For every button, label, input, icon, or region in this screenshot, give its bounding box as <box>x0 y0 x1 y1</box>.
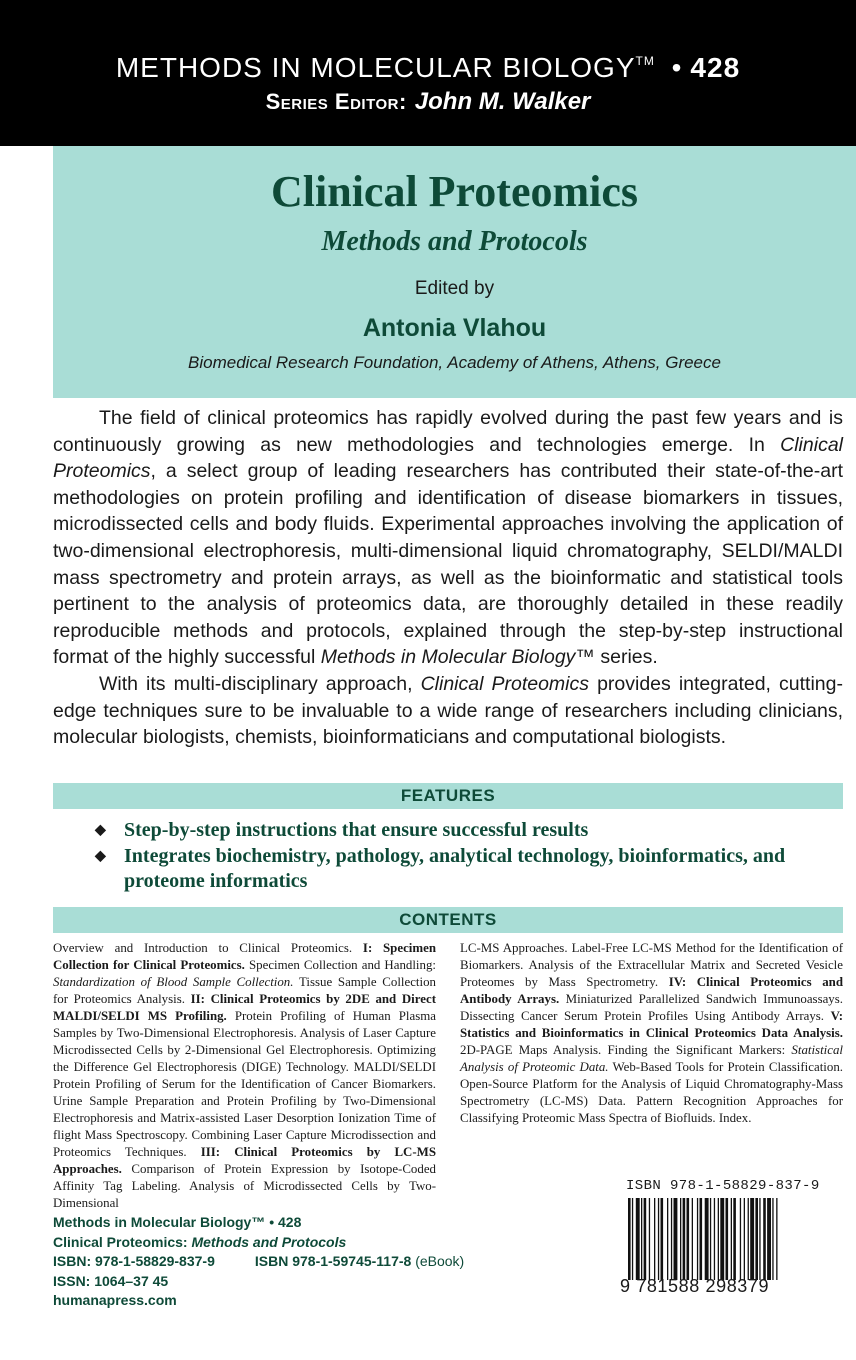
barcode-digits: 9 781588 298379 <box>620 1276 770 1296</box>
contents-text: Comparison of Protein Expression by Isotope-Coded Affinity Tag Labeling. Analysis of Microdissected Cells by Two-Dimensional <box>53 1162 436 1210</box>
footer-website: humanapress.com <box>53 1292 177 1308</box>
barcode-bar <box>718 1198 719 1280</box>
title-panel <box>53 146 856 398</box>
barcode-bar <box>687 1198 690 1280</box>
barcode-bar <box>658 1198 659 1280</box>
contents-part-heading: II: Clinical Proteomics by 2DE and Direct MALDI/SELDI MS Profiling. <box>53 992 436 1023</box>
contents-part-heading: I: Specimen Collection for Clinical Proteomics. <box>53 941 437 972</box>
barcode-bar <box>726 1198 729 1280</box>
text-run: provides integrated, cutting-edge techniques sure to be invaluable to a wide range of researchers including clinicians, molecular biologists, chemists, bioinformaticians and computational biologists. <box>53 672 843 749</box>
feature-item <box>95 818 815 843</box>
barcode-bar <box>744 1198 745 1280</box>
footer-title <box>53 1233 464 1253</box>
barcode-bar <box>671 1198 672 1280</box>
publication-info <box>53 1213 464 1311</box>
feature-text: Step-by-step instructions that ensure successful results <box>124 819 589 841</box>
barcode-bar <box>710 1198 711 1280</box>
contents-part-heading: IV: Clinical Proteomics and Antibody Arrays. <box>460 975 843 1006</box>
series-editor-name: John M. Walker <box>414 88 591 115</box>
barcode-bar <box>632 1198 633 1280</box>
barcode-bar <box>759 1198 760 1280</box>
barcode-bar <box>720 1198 724 1280</box>
series-editor-label: Series Editor: <box>265 89 407 114</box>
footer-issn: ISSN: 1064–37 45 <box>53 1272 169 1289</box>
feature-item <box>95 844 815 894</box>
series-name: METHODS IN MOLECULAR BIOLOGY <box>115 52 636 83</box>
barcode-isbn-text: ISBN 978-1-58829-837-9 <box>626 1178 820 1194</box>
barcode-bar <box>772 1198 773 1280</box>
barcode-bar <box>667 1198 668 1280</box>
book-title-reference: Clinical Proteomics <box>420 672 590 695</box>
isbn-print: ISBN: 978-1-58829-837-9 <box>53 1253 215 1269</box>
contents-part-heading: V: Statistics and Bioinformatics in Clinical Proteomics Data Analysis. <box>460 1009 843 1040</box>
contents-part-heading: III: Clinical Proteomics by LC-MS Approaches. <box>53 1145 436 1176</box>
barcode-bar <box>767 1198 771 1280</box>
footer-title-italic: Methods and Protocols <box>191 1233 347 1250</box>
barcode-bar <box>692 1198 693 1280</box>
diamond-bullet-icon: ◆ <box>95 849 106 864</box>
text-run: series. <box>594 646 658 669</box>
contents-column-right <box>460 940 843 1127</box>
barcode-bar <box>661 1198 664 1280</box>
footer-isbn-line <box>53 1252 464 1272</box>
barcode-bar <box>731 1198 732 1280</box>
features-heading: FEATURES <box>53 783 843 809</box>
text-run: With its multi-disciplinary approach, <box>99 672 421 695</box>
diamond-bullet-icon: ◆ <box>95 823 106 838</box>
contents-text: Web-Based Tools for Protein Classification. Open-Source Platform for the Analysis of Liquid Chromatography-Mass Spectrometry (LC-MS) Data. Pattern Recognition Approaches for Classifying Proteomic Mass Spectra of Biofluids. Index. <box>460 1060 843 1125</box>
description-paragraph-2 <box>53 671 843 751</box>
barcode-bar <box>750 1198 754 1280</box>
description-paragraph-1 <box>53 405 843 671</box>
barcode-bar <box>628 1198 631 1280</box>
ebook-label: (eBook) <box>415 1253 465 1269</box>
barcode-bar <box>674 1198 678 1280</box>
series-banner <box>0 0 856 146</box>
barcode-bar <box>763 1198 766 1280</box>
footer-series: Methods in Molecular Biology™ • 428 <box>53 1214 302 1230</box>
feature-text: Integrates biochemistry, pathology, analytical technology, bioinformatics, and proteome informatics <box>124 845 786 892</box>
contents-text: Overview and Introduction to Clinical Proteomics. <box>53 941 363 955</box>
isbn-barcode <box>620 1178 843 1304</box>
contents-text: Protein Profiling of Human Plasma Samples by Two-Dimensional Electrophoresis. Analysis of Laser Capture Microdissected Cells by 2-Dimensional Gel Electrophoresis. Optimizing the Difference Gel Electrophoresis (DIGE) Technology. MALDI/SELDI Protein Profiling of Serum for the Identification of Cancer Biomarkers. Urine Sample Preparation and Protein Profiling by Two-Dimensional Electrophoresis and Matrix-assisted Laser Desorption Ionization Time of flight Mass Spectroscopy. Combining Laser Capture Microdissection and Proteomics Techniques. <box>53 1009 436 1159</box>
barcode-bar <box>697 1198 698 1280</box>
footer-title-prefix: Clinical Proteomics: <box>53 1233 192 1250</box>
volume-editor-name: Antonia Vlahou <box>362 314 547 342</box>
contents-heading: CONTENTS <box>53 907 843 933</box>
series-bullet: • <box>671 52 683 83</box>
contents-column-left <box>53 940 436 1212</box>
description-text <box>53 405 843 751</box>
contents-text: Statistical Analysis of Proteomic Data. <box>460 1043 843 1074</box>
barcode-bar <box>748 1198 749 1280</box>
contents-text: Standardization of Blood Sample Collection. <box>53 975 294 989</box>
barcode-bars <box>626 1198 838 1280</box>
barcode-bar <box>700 1198 703 1280</box>
series-reference: Methods in Molecular Biology™ <box>320 646 595 669</box>
barcode-bar <box>705 1198 709 1280</box>
edited-by-label: Edited by <box>414 278 495 299</box>
editor-affiliation: Biomedical Research Foundation, Academy of Athens, Athens, Greece <box>188 353 721 372</box>
barcode-bar <box>740 1198 741 1280</box>
contents-text: Tissue Sample Collection for Proteomics Analysis. <box>53 975 436 1006</box>
book-title: Clinical Proteomics <box>271 167 638 216</box>
book-title-reference: Clinical Proteomics <box>53 433 843 483</box>
contents-text: 2D-PAGE Maps Analysis. Finding the Significant Markers: <box>460 1043 792 1057</box>
barcode-bar <box>680 1198 681 1280</box>
series-title-line <box>0 52 856 84</box>
text-run: The field of clinical proteomics has rapidly evolved during the past few years and is continuously growing as new methodologies and technologies emerge. In <box>53 407 843 456</box>
barcode-bar <box>636 1198 640 1280</box>
isbn-ebook: ISBN 978-1-59745-117-8 <box>254 1253 412 1269</box>
barcode-bar <box>714 1198 715 1280</box>
contents-text: Specimen Collection and Handling: <box>244 958 436 972</box>
trademark-mark: TM <box>635 54 655 68</box>
contents-text: Miniaturized Parallelized Sandwich Immunoassays. Dissecting Cancer Serum Protein Profiles Using Antibody Arrays. <box>460 992 843 1023</box>
barcode-bar <box>644 1198 647 1280</box>
barcode-bar <box>776 1198 777 1280</box>
barcode-bar <box>649 1198 650 1280</box>
series-editor-line <box>0 88 856 116</box>
text-run: , a select group of leading researchers has contributed their state-of-the-art methodologies on protein profiling and identification of disease biomarkers in tissues, microdissected cells and body fluids. Experimental approaches involving the application of two-dimensional electrophoresis, multi-dimensional liquid chromatography, SELDI/MALDI mass spectrometry and protein arrays, as well as the bioinformatic and statistical tools pertinent to the analysis of proteomics data, are thoroughly detailed in these readily reproducible methods and protocols, explained through the step-by-step instructional format of the highly successful <box>53 460 843 669</box>
contents-text: LC-MS Approaches. Label-Free LC-MS Method for the Identification of Biomarkers. Analysis of the Extracellular Matrix and Secreted Vesicle Proteomes by Mass Spectrometry. <box>460 941 843 989</box>
barcode-bar <box>733 1198 736 1280</box>
barcode-bar <box>755 1198 758 1280</box>
barcode-bar <box>641 1198 642 1280</box>
book-subtitle: Methods and Protocols <box>321 226 588 257</box>
barcode-bar <box>654 1198 655 1280</box>
barcode-bar <box>683 1198 686 1280</box>
features-list <box>95 818 815 895</box>
volume-number: 428 <box>690 52 741 83</box>
